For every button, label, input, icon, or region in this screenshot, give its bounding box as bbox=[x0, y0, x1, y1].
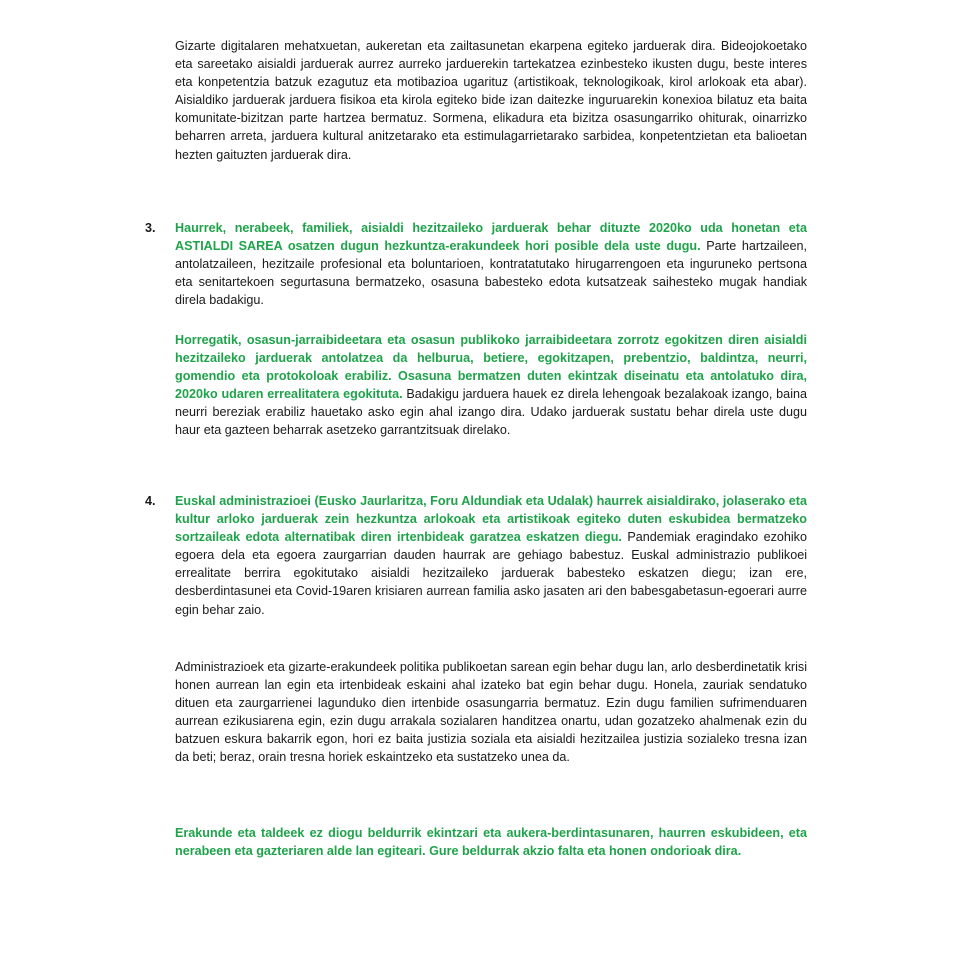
section-3-number: 3. bbox=[145, 221, 156, 235]
section-4-paragraph-1 bbox=[175, 492, 807, 619]
section-4-text-1: Pandemiak eragindako ezohiko egoera dela eta egoera zaurgarrian dauden haurrak are gehiago babestuz. Euskal administrazio publikoei errealitate berrira egokitutako aisialdi hezitzaileko jarduerak babesteko eskatzen diegu; izan ere, desberdintasunei eta Covid-19aren krisiaren aurrean familia asko jasaten ari den babesgabetasun-egoerari aurre egin behar zaio. bbox=[175, 530, 807, 617]
section-4-text-2: Administrazioek eta gizarte-erakundeek politika publikoetan sarean egin behar dugu lan, arlo desberdinetatik krisi honen aurrean lan egin eta irtenbideak eskaini ahal izateko bat egin behar dugu. Honela, zauriak sendatuko dituen eta zaurgarrienei lagunduko dien irtenbide osasungarria bermatuz. Ezin dugu familien sufrimenduaren aurrean ezikusiarena egin, ezin dugu arrakala sozialaren handitzea onartu, udan gozatzeko ahalmenak ezin du batzuen eskura bakarrik egon, hori ez baita justizia soziala eta aisialdi hezitzailea justizia sozialeko tresna izan da beti; beraz, orain tresna horiek eskaintzeko eta sustatzeko unea da. bbox=[175, 660, 807, 765]
section-4-highlight-1: Euskal administrazioei (Eusko Jaurlaritza, Foru Aldundiak eta Udalak) haurrek aisialdirako, jolaserako eta kultur arloko jarduerak zein hezkuntza arlokoak eta artistikoak egiteko duten eskubidea bermatzeko sortzaileak edota alternatibak diren irtenbideak garatzea eskatzen diegu. bbox=[175, 494, 807, 545]
closing-paragraph bbox=[175, 824, 807, 860]
intro-text: Gizarte digitalaren mehatxuetan, aukeretan eta zailtasunetan ekarpena egiteko jarduerak dira. Bideojokoetako eta sareetako aisialdi jarduerak aurrez aurreko jarduerekin tartekatzea ezinbesteko ikusten dugu, beste interes eta konpetentzia batzuk ezagutuz eta motibazioa ugarituz (artistikoak, teknologikoak, kirol arlokoak eta abar). Aisialdiko jarduerak jarduera fisikoa eta kirola egiteko bide izan daitezke inguruarekin konexioa bilatuz eta baita komunitate-bizitzan parte hartzea bermatuz. Sormena, elikadura eta bizitza osasungarriko ohiturak, oinarrizko beharren arreta, jarduera kultural anitzetarako eta estimulagarrietarako sarbidea, konpetentzietan eta balioetan hezten gaituzten jarduerak dira. bbox=[175, 39, 807, 162]
section-3-text-2: Badakigu jarduera hauek ez direla lehengoak bezalakoak izango, baina neurri bereziak erabiliz hauetako asko egin ahal izango dira. Udako jarduerak sustatu behar direla uste dugu haur eta gazteen beharrak asetzeko garrantzitsuak direlako. bbox=[175, 387, 807, 438]
section-3-text-1: Parte hartzaileen, antolatzaileen, hezitzaile profesional eta boluntarioen, kontratatutako hirugarrengoen eta inguruneko pertsona eta senitartekoen segurtasuna bermatzeko, osasuna babesteko edota kutsatzeak saihesteko mugak handiak direla badakigu. bbox=[175, 239, 807, 308]
section-3-highlight-1: Haurrek, nerabeek, familiek, aisialdi hezitzaileko jarduerak behar dituzte 2020ko uda honetan eta ASTIALDI SAREA osatzen dugun hezkuntza-erakundeek hori posible dela uste dugu. bbox=[175, 221, 807, 254]
section-4-number: 4. bbox=[145, 494, 156, 508]
closing-text: Erakunde eta taldeek ez diogu beldurrik ekintzari eta aukera-berdintasunaren, haurren eskubideen, eta nerabeen eta gazteriaren alde lan egiteari. Gure beldurrak akzio falta eta honen ondorioak dira. bbox=[175, 826, 807, 859]
section-3-paragraph-2 bbox=[175, 331, 807, 440]
section-4-paragraph-2 bbox=[175, 658, 807, 767]
intro-paragraph bbox=[175, 37, 807, 164]
section-3-highlight-2: Horregatik, osasun-jarraibideetara eta osasun publikoko jarraibideetara zorrotz egokitzen diren aisialdi hezitzaileko jarduerak antolatzea da helburua, betiere, egokitzapen, prebentzio, baldintza, neurri, gomendio eta protokoloak erabiliz. Osasuna bermatzen duten ekintzak diseinatu eta antolatuko dira, 2020ko udaren errealitatera egokituta. bbox=[175, 333, 807, 402]
section-3-paragraph-1 bbox=[175, 219, 807, 309]
